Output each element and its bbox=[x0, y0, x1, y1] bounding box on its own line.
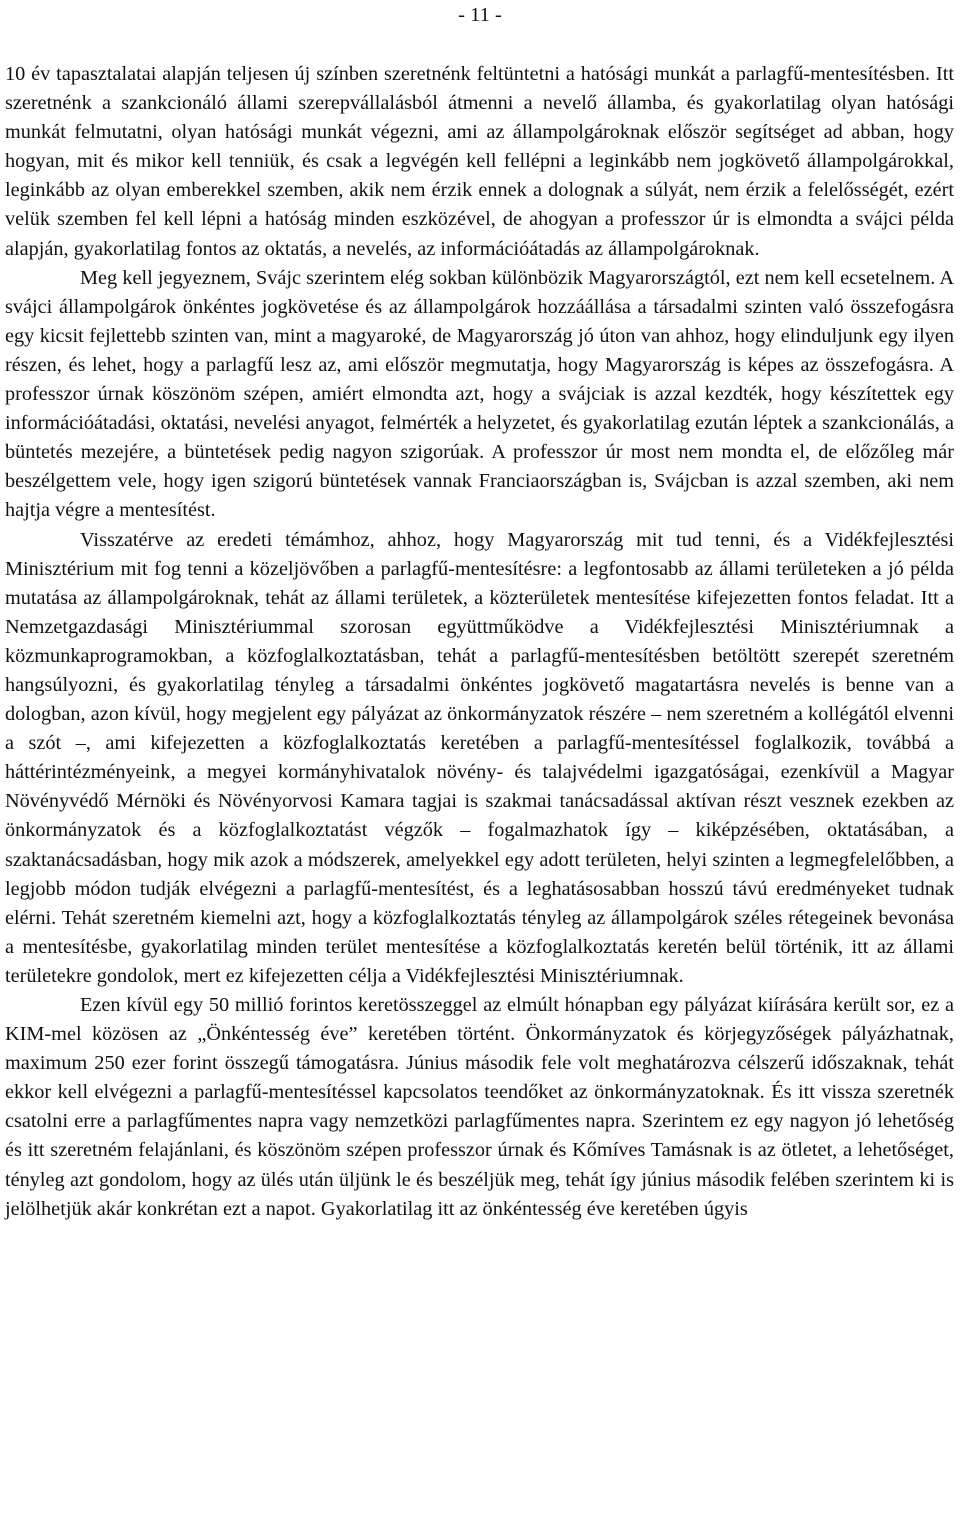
page-number: - 11 - bbox=[458, 4, 502, 26]
document-body bbox=[5, 60, 954, 1224]
paragraph-1: 10 év tapasztalatai alapján teljesen új színben szeretnénk feltüntetni a hatósági munkát a parlagfű-mentesítésben. Itt szeretnénk a szankcionáló állami szerepvállalásból átmenni a nevelő államba, és gyakorlatilag olyan hatósági munkát felmutatni, olyan hatósági munkát végezni, ami az állampolgároknak először segítséget ad abban, hogy hogyan, mit és mikor kell tenniük, és csak a legvégén kell fellépni a leginkább nem jogkövető állampolgárokkal, leginkább az olyan emberekkel szemben, akik nem érzik ennek a dolognak a súlyát, nem érzik a felelősségét, ezért velük szemben fel kell lépni a hatóság minden eszközével, de ahogyan a professzor úr is elmondta a svájci példa alapján, gyakorlatilag fontos az oktatás, a nevelés, az információátadás az állampolgároknak. bbox=[5, 63, 954, 260]
paragraph-4: Ezen kívül egy 50 millió forintos keretösszeggel az elmúlt hónapban egy pályázat kiírására került sor, ez a KIM-mel közösen az „Önkéntesség éve” keretében történt. Önkormányzatok és körjegyzőségek pályázhatnak, maximum 250 ezer forint összegű támogatásra. Június második fele volt meghatározva célszerű időszaknak, tehát ekkor kell elvégezni a parlagfű-mentesítéssel kapcsolatos teendőket az önkormányzatoknak. És itt vissza szeretnék csatolni erre a parlagfűmentes napra vagy nemzetközi parlagfűmentes napra. Szerintem ez egy nagyon jó lehetőség és itt szeretném felajánlani, és köszönöm szépen professzor úrnak és Kőmíves Tamásnak is az ötletet, a lehetőséget, tényleg azt gondolom, hogy az ülés után üljünk le és beszéljük meg, tehát így június második felében szerintem ki is jelölhetjük akár konkrétan ezt a napot. Gyakorlatilag itt az önkéntesség éve keretében úgyis bbox=[5, 994, 954, 1220]
paragraph-3: Visszatérve az eredeti témámhoz, ahhoz, hogy Magyarország mit tud tenni, és a Vidékfejlesztési Minisztérium mit fog tenni a közeljövőben a parlagfű-mentesítésre: a legfontosabb az állami területeken a jó példa mutatása az állampolgároknak, tehát az állami területek, a közterületek mentesítése kifejezetten fontos feladat. Itt a Nemzetgazdasági Minisztériummal szorosan együttműködve a Vidékfejlesztési Minisztériumnak a közmunkaprogramokban, a közfoglalkoztatásban, tehát a parlagfű-mentesítésben betöltött szerepét szeretném hangsúlyozni, és gyakorlatilag tényleg a társadalmi önkéntes jogkövető magatartásra nevelés is benne van a dologban, azon kívül, hogy megjelent egy pályázat az önkormányzatok részére – nem szeretném a kollégától elvenni a szót –, ami kifejezetten a közfoglalkoztatás keretében a parlagfű-mentesítéssel foglalkozik, továbbá a háttérintézményeink, a megyei kormányhivatalok növény- és talajvédelmi igazgatóságai, ezenkívül a Magyar Növényvédő Mérnöki és Növényorvosi Kamara tagjai is szakmai tanácsadással aktívan részt vesznek ezekben az önkormányzatok és a közfoglalkoztatást végzők – fogalmazhatok így – kiképzésében, oktatásában, a szaktanácsadásban, hogy mik azok a módszerek, amelyekkel egy adott területen, helyi szinten a legmegfelelőbben, a legjobb módon tudják elvégezni a parlagfű-mentesítést, és a leghatásosabban hosszú távú eredményeket tudnak elérni. Tehát szeretném kiemelni azt, hogy a közfoglalkoztatás tényleg az állampolgárok széles rétegeinek bevonása a mentesítésbe, gyakorlatilag minden terület mentesítése a közfoglalkoztatás keretén belül történik, itt az állami területekre gondolok, mert ez kifejezetten célja a Vidékfejlesztési Minisztériumnak. bbox=[5, 528, 954, 987]
paragraph-2: Meg kell jegyeznem, Svájc szerintem elég sokban különbözik Magyarországtól, ezt nem kell ecsetelnem. A svájci állampolgárok önkéntes jogkövetése és az állampolgárok hozzáállása a társadalmi szinten való összefogásra egy kicsit fejlettebb szinten van, mint a magyaroké, de Magyarország jó úton van ahhoz, hogy elinduljunk egy ilyen részen, és lehet, hogy a parlagfű lesz az, ami először megmutatja, hogy Magyarország is képes az összefogásra. A professzor úrnak köszönöm szépen, amiért elmondta azt, hogy a svájciak is azzal kezdték, hogy készítettek egy információátadási, oktatási, nevelési anyagot, felmérték a helyzetet, és gyakorlatilag ezután léptek a szankcionálás, a büntetés mezejére, a büntetések pedig nagyon szigorúak. A professzor úr most nem mondta el, de előzőleg már beszélgettem vele, hogy igen szigorú büntetések vannak Franciaországban is, Svájcban is azzal szemben, aki nem hajtja végre a mentesítést. bbox=[5, 266, 954, 522]
